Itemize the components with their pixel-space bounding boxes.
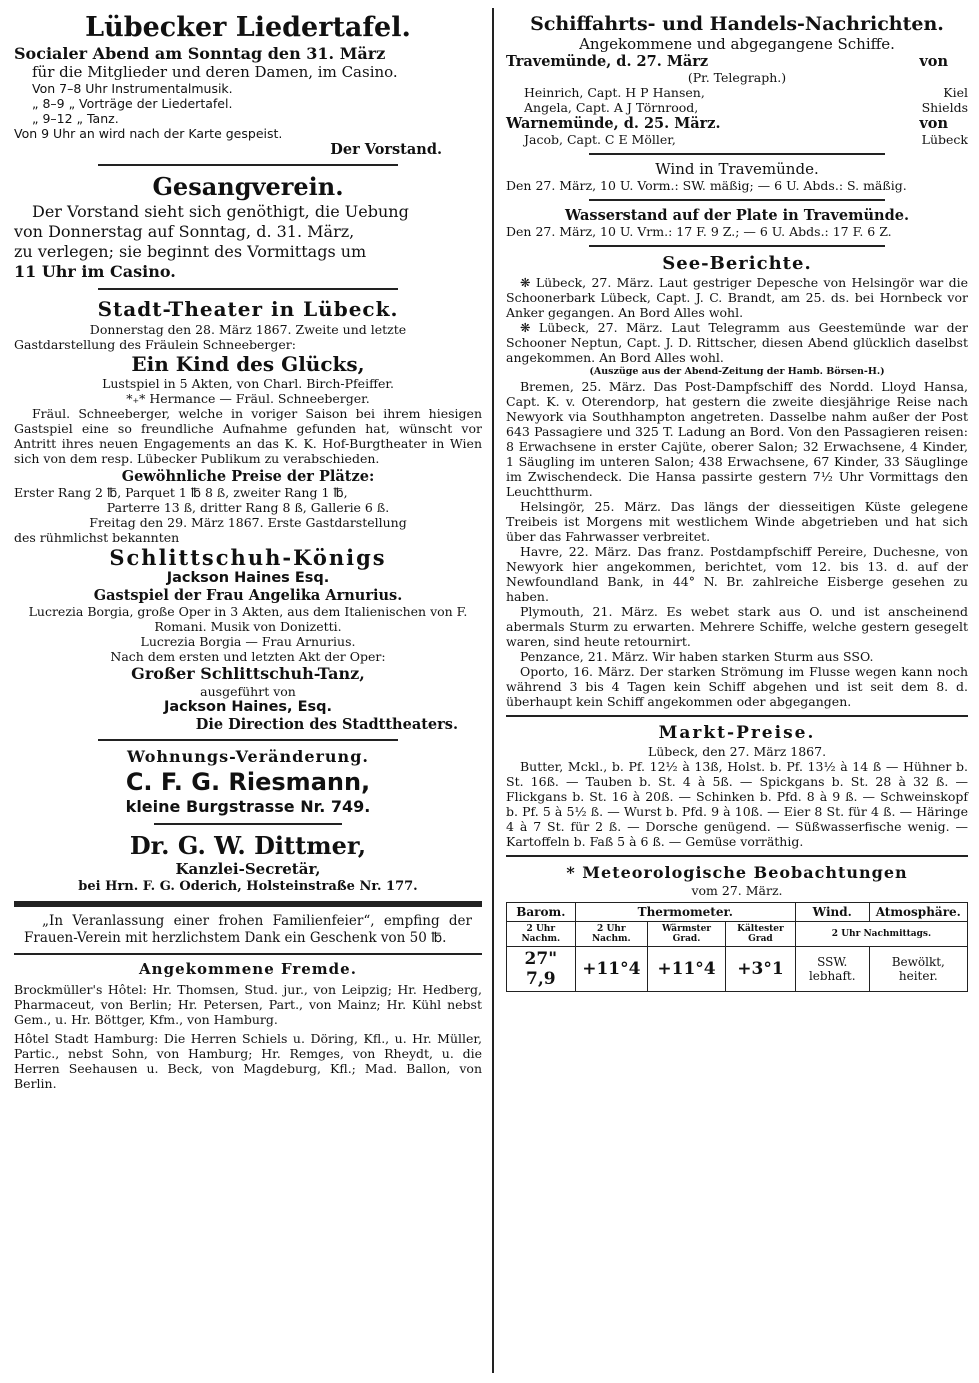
see-bericht-penzance: Penzance, 21. März. Wir haben starken Sturm aus SSO. (520, 649, 874, 664)
warnemuende-row (506, 115, 968, 132)
meteo-head-barom: Barom. (507, 903, 576, 922)
travemuende-telegraph: (Pr. Telegraph.) (687, 70, 787, 85)
meteo-title: * Meteorologische Beobachtungen (566, 863, 908, 882)
fremde-title: Angekommene Fremde. (139, 960, 357, 978)
fremde-stadt-hamburg: Hôtel Stadt Hamburg: Die Herren Schiels u. Döring, Kfl., u. Hr. Müller, Partic., nebst Sohn, von Hamburg; Hr. Remges, von Rheydt, u. die Herren Seehausen u. Beck, von Magdeburg, Kfl.; Mad. Ballon, von Berlin. (14, 1031, 482, 1091)
meteo-head-thermo: Thermometer. (575, 903, 795, 922)
divider (506, 715, 968, 717)
divider (589, 199, 885, 201)
meteo-section (506, 863, 968, 992)
markt-preise-section (506, 723, 968, 849)
wasserstand-title: Wasserstand auf der Plate in Travemünde. (564, 207, 909, 224)
theater-line-2: Gastdarstellung des Fräulein Schneeberger: (14, 337, 296, 352)
ship-row (506, 100, 968, 115)
ship-port: Lübeck (921, 132, 968, 147)
divider (506, 855, 968, 857)
meteo-subhead-t3: Kältester Grad (726, 922, 796, 947)
see-bericht-bremen: Bremen, 25. März. Das Post-Dampfschiff des Nordd. Lloyd Hansa, Capt. K. v. Oterendorp, hat gestern die zweite diesjährige Reise nach Newyork via Southhampton angetreten. Dasselbe nahm außer der Post 643 Passagiere und 325 T. Ladung an Bord. Von den Passagieren reisen: 8 Erwachsene in erster Cajüte, oberer Salon; 32 Erwachsene, 4 Kinder, 1 Säugling im unteren Salon; 438 Erwachsene, 67 Kinder, 33 Säuglinge im Zwischendeck. Die Hansa passirte gestern 7½ Uhr Vormittags den Leuchtthurm. (506, 379, 968, 499)
ship-port: Shields (921, 100, 968, 115)
fremde-notice (14, 961, 482, 1091)
dittmer-name: Dr. G. W. Dittmer, (129, 831, 367, 860)
see-bericht-luebeck-2: ❋ Lübeck, 27. März. Laut Telegramm aus Geestemünde war der Schooner Neptun, Capt. J. D. Rittscher, diesen Abend glücklich daselbst angekommen. An Bord Alles wohl. (506, 320, 968, 365)
meteo-head-atmo: Atmosphäre. (869, 903, 967, 922)
liedertafel-notice (14, 12, 482, 158)
meteo-barom-value: 27" 7,9 (507, 947, 576, 992)
warnemuende-head: Warnemünde, d. 25. März. (506, 115, 721, 132)
dittmer-notice (14, 831, 482, 895)
theater-paragraph: Fräul. Schneeberger, welche in voriger Saison bei ihrem hiesigen Gastspiel eine so freundliche Aufnahme gefunden hat, wünscht vor Antritt ihres neuen Engagements an das K. K. Hof-Burgtheater in Wien sich von dem resp. Lübecker Publikum zu verabschieden. (14, 406, 482, 466)
travemuende-von: von (919, 53, 948, 70)
theater-after: Nach dem ersten und letzten Akt der Oper: (110, 649, 386, 664)
schiffahrt-sub: Angekommene und abgegangene Schiffe. (579, 35, 895, 53)
gesangverein-title: Gesangverein. (152, 172, 344, 201)
markt-preise-date: Lübeck, den 27. März 1867. (647, 744, 827, 759)
divider (98, 739, 398, 741)
theater-title: Stadt-Theater in Lübeck. (97, 297, 399, 321)
thick-divider (14, 901, 482, 907)
wasserstand-text: Den 27. März, 10 U. Vrm.: 17 F. 9 Z.; — 6 U. Abds.: 17 F. 6 Z. (506, 224, 892, 239)
theater-line-3: Freitag den 29. März 1867. Erste Gastdarstellung (89, 515, 407, 530)
theater-haines: Jackson Haines Esq. (166, 570, 330, 586)
meteo-row (507, 947, 968, 992)
wohnung-notice (14, 747, 482, 817)
theater-guest: Gastspiel der Frau Angelika Arnurius. (93, 587, 403, 604)
gesangverein-notice (14, 172, 482, 282)
theater-line-4: des rühmlichst bekannten (14, 530, 180, 545)
see-bericht-helsingoer: Helsingör, 25. März. Das längs der diesseitigen Küste gelegene Treibeis ist Morgens mit westlichem Winde abgetrieben und hat sich über das Fahrwasser verbreitet. (506, 499, 968, 544)
markt-preise-text: Butter, Mckl., b. Pf. 12½ à 13ß, Holst. b. Pf. 13½ à 14 ß — Hühner b. St. 16ß. — Tauben b. St. 4 à 5ß. — Spickgans b. St. 28 à 32 ß. — Flickgans b. St. 16 à 20ß. — Schinken b. Pfd. 8 à 9 ß. — Schweinskopf b. Pf. 5 à 5½ ß. — Wurst b. Pfd. 9 à 10ß. — Eier 8 St. für 4 ß. — Häringe 4 à 7 St. für 2 ß. — Dorsche genügend. — Süßwasserfische wenig. — Kartoffeln b. Faß 5 à 6 ß. — Gemüse vorräthig. (506, 759, 968, 849)
meteo-t1-value: +11°4 (575, 947, 647, 992)
meteo-atmo-value: Bewölkt, heiter. (869, 947, 967, 992)
ship-name: Jacob, Capt. C E Möller, (524, 132, 676, 147)
divider (98, 288, 398, 290)
travemuende-head: Travemünde, d. 27. März (506, 53, 709, 70)
divider (98, 164, 398, 166)
meteo-t2-value: +11°4 (648, 947, 726, 992)
theater-notice (14, 296, 482, 733)
see-berichte-section (506, 253, 968, 709)
divider (589, 245, 885, 247)
fremde-brockmueller: Brockmüller's Hôtel: Hr. Thomsen, Stud. jur., von Leipzig; Hr. Hedberg, Pharmaceut, von Berlin; Hr. Petersen, Part., von Mainz; Hr. Kühl nebst Gem., u. Hr. Böttger, Kfm., von Hamburg. (14, 982, 482, 1027)
ship-name: Angela, Capt. A J Törnrood, (524, 100, 699, 115)
liedertafel-schedule-2: „ 9–12 „ Tanz. (32, 111, 119, 126)
theater-prices-2: Parterre 13 ß, dritter Rang 8 ß, Gallerie 6 ß. (106, 500, 390, 515)
gesangverein-text-1: Der Vorstand sieht sich genöthigt, die Uebung (32, 202, 409, 221)
meteo-subhead-t1: 2 Uhr Nachm. (575, 922, 647, 947)
meteo-sub: vom 27. März. (691, 883, 783, 898)
meteo-subhead-afternoon: 2 Uhr Nachmittags. (795, 922, 967, 947)
wind-title: Wind in Travemünde. (655, 160, 819, 178)
divider (589, 153, 885, 155)
see-berichte-auszug: (Auszüge aus der Abend-Zeitung der Hamb. Börsen-H.) (589, 366, 885, 377)
theater-opera-cast: Lucrezia Borgia — Frau Arnurius. (140, 634, 356, 649)
theater-cast: *₊* Hermance — Fräul. Schneeberger. (126, 391, 370, 406)
meteo-subhead-barom: 2 Uhr Nachm. (507, 922, 576, 947)
meteo-wind-value: SSW. lebhaft. (795, 947, 869, 992)
liedertafel-signature: Der Vorstand. (330, 141, 442, 158)
theater-haines-2: Jackson Haines, Esq. (163, 699, 333, 715)
gesangverein-text-3: zu verlegen; sie beginnt des Vormittags um (14, 242, 367, 261)
liedertafel-schedule-1: „ 8–9 „ Vorträge der Liedertafel. (32, 96, 233, 111)
divider (154, 823, 341, 825)
gesangverein-text-2: von Donnerstag auf Sonntag, d. 31. März, (14, 222, 355, 241)
see-bericht-plymouth: Plymouth, 21. März. Es webet stark aus O. und ist anscheinend abermals Sturm zu erwarten. Mehrere Schiffe, welche gestern gesegelt waren, sind heute retournirt. (506, 604, 968, 649)
ship-row (506, 132, 968, 147)
theater-prices-1: Erster Rang 2 ℔, Parquet 1 ℔ 8 ß, zweiter Rang 1 ℔, (14, 485, 348, 500)
right-column (506, 12, 968, 992)
see-bericht-oporto: Oporto, 16. März. Der starken Strömung im Flusse wegen kann noch während 3 bis 4 Tagen kein Schiff abgehen und ist seit dem 8. d. überhaupt kein Schiff angekommen oder abgegangen. (506, 664, 968, 709)
schiffahrt-section (506, 12, 968, 239)
theater-dance: Großer Schlittschuh-Tanz, (131, 664, 365, 683)
wind-text: Den 27. März, 10 U. Vorm.: SW. mäßig; — 6 U. Abds.: S. mäßig. (506, 178, 907, 193)
theater-prices-title: Gewöhnliche Preise der Plätze: (121, 468, 375, 485)
theater-play-title: Ein Kind des Glücks, (131, 352, 365, 376)
gesangverein-text-4: 11 Uhr im Casino. (14, 262, 176, 281)
liedertafel-title: Lübecker Liedertafel. (85, 12, 411, 43)
theater-by: ausgeführt von (200, 684, 296, 699)
warnemuende-von: von (919, 115, 948, 132)
markt-preise-title: Markt-Preise. (658, 723, 816, 743)
ship-row (506, 85, 968, 100)
travemuende-row (506, 53, 968, 70)
see-berichte-title: See-Berichte. (662, 253, 812, 274)
see-bericht-luebeck-1: ❋ Lübeck, 27. März. Laut gestriger Depesche von Helsingör war die Schoonerbark Lübeck, Capt. J. C. Brandt, am 25. ds. bei Hornbeck vor Anker gegangen. An Bord Alles wohl. (506, 275, 968, 320)
theater-direction: Die Direction des Stadttheaters. (195, 716, 458, 733)
theater-skate-king: Schlittschuh-Königs (109, 545, 387, 570)
meteo-head-wind: Wind. (795, 903, 869, 922)
meteo-t3-value: +3°1 (726, 947, 796, 992)
wohnung-address: kleine Burgstrasse Nr. 749. (125, 797, 371, 816)
dittmer-role: Kanzlei-Secretär, (175, 860, 321, 878)
wohnung-title: Wohnungs-Veränderung. (127, 747, 369, 766)
theater-line-1: Donnerstag den 28. März 1867. Zweite und letzte (89, 322, 407, 337)
wohnung-name: C. F. G. Riesmann, (125, 768, 371, 796)
theater-play-sub: Lustspiel in 5 Akten, von Charl. Birch-Pfeiffer. (102, 376, 394, 391)
schiffahrt-title: Schiffahrts- und Handels-Nachrichten. (530, 13, 944, 35)
theater-opera: Lucrezia Borgia, große Oper in 3 Akten, aus dem Italienischen von F. Romani. Musik von Donizetti. (28, 604, 468, 634)
dittmer-address: bei Hrn. F. G. Oderich, Holsteinstraße Nr. 177. (78, 879, 418, 894)
divider (14, 953, 482, 955)
see-bericht-havre: Havre, 22. März. Das franz. Postdampfschiff Pereire, Duchesne, von Newyork hier angekommen, berichtet, vom 12. bis 13. d. auf der Newfoundland Bank, in 44° N. Br. zahlreiche Eisberge gesehen zu haben. (506, 544, 968, 604)
liedertafel-line1: Socialer Abend am Sonntag den 31. März (14, 44, 386, 63)
left-column (14, 12, 482, 1091)
column-divider (492, 8, 494, 1373)
frauen-verein-text: „In Veranlassung einer frohen Familienfeier“, empfing der Frauen-Verein mit herzlichstem Dank ein Geschenk von 50 ℔. (24, 913, 472, 946)
liedertafel-line-end: Von 9 Uhr an wird nach der Karte gespeist. (14, 126, 283, 141)
frauen-verein-notice (14, 913, 482, 947)
ship-name: Heinrich, Capt. H P Hansen, (524, 85, 705, 100)
ship-port: Kiel (943, 85, 968, 100)
meteo-table (506, 902, 968, 992)
liedertafel-schedule-0: Von 7–8 Uhr Instrumentalmusik. (32, 81, 233, 96)
meteo-subhead-t2: Wärmster Grad. (648, 922, 726, 947)
liedertafel-line2: für die Mitglieder und deren Damen, im Casino. (32, 63, 398, 81)
